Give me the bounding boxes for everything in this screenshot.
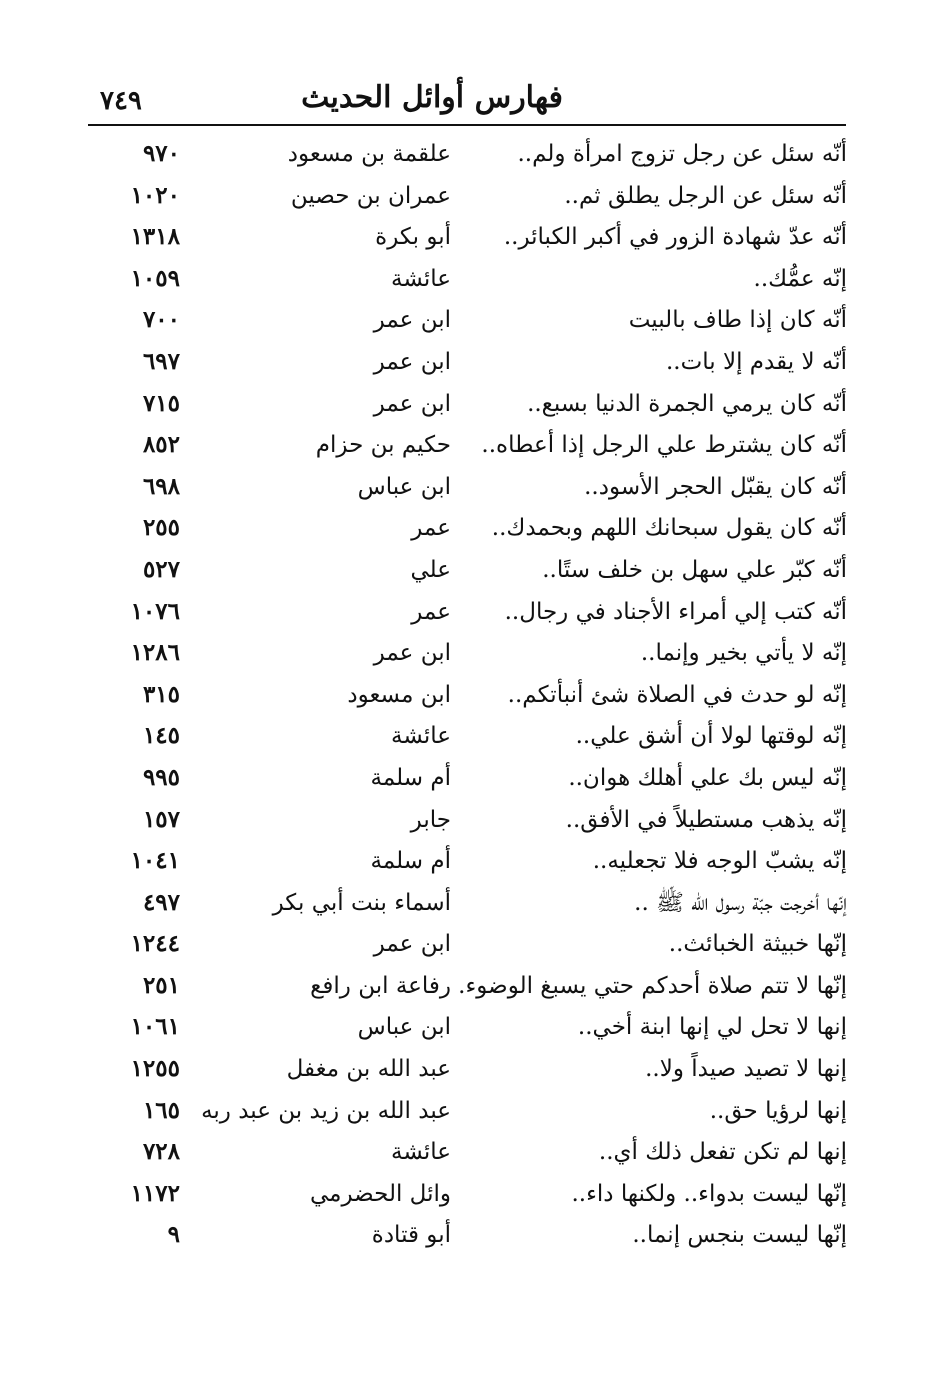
hadith-opening-text: إنّه يذهب مستطيلاً في الأفق.. — [565, 806, 847, 833]
index-row — [0, 346, 935, 388]
index-row — [0, 304, 935, 346]
narrator-name: أسماء بنت أبي بكر — [272, 889, 451, 916]
index-row — [0, 970, 935, 1012]
index-row — [0, 1219, 935, 1261]
hadith-number: ٨٥٢ — [142, 431, 180, 459]
narrator-name: جابر — [410, 806, 451, 833]
hadith-index-list — [0, 138, 935, 1261]
hadith-opening-text: إنّها ليست بنجس إنما.. — [632, 1222, 847, 1249]
narrator-name: عائشة — [391, 723, 451, 750]
hadith-number: ٩٧٠ — [142, 140, 180, 167]
index-row — [0, 637, 935, 679]
hadith-opening-text: إنّه ليس بك علي أهلك هوان.. — [568, 764, 847, 791]
hadith-number: ٤٩٧ — [142, 888, 180, 916]
index-row — [0, 388, 935, 430]
hadith-opening-text: إنها لا تحل لي إنها ابنة أخي.. — [577, 1014, 847, 1041]
hadith-opening-text: إنّها لا تتم صلاة أحدكم حتي يسبغ الوضوء. — [458, 972, 847, 999]
hadith-number: ١٥٧ — [142, 805, 180, 833]
hadith-opening-text: أنّه كتب إلي أمراء الأجناد في رجال.. — [504, 598, 847, 625]
narrator-name: رفاعة ابن رافع — [310, 972, 451, 999]
header-rule — [88, 124, 846, 126]
hadith-number: ٦٩٨ — [142, 472, 180, 500]
hadith-number: ١٠٧٦ — [130, 597, 180, 625]
narrator-name: وائل الحضرمي — [310, 1180, 451, 1207]
hadith-opening-text: إنّها ليست بدواء.. ولكنها داء.. — [571, 1180, 847, 1207]
hadith-number: ٢٥١ — [142, 971, 180, 999]
index-row — [0, 512, 935, 554]
hadith-number: ٩٩٥ — [142, 763, 180, 791]
index-row — [0, 471, 935, 513]
index-row — [0, 554, 935, 596]
index-row — [0, 429, 935, 471]
index-row — [0, 263, 935, 305]
index-row — [0, 928, 935, 970]
index-row — [0, 1095, 935, 1137]
narrator-name: عمر — [411, 515, 451, 542]
index-row — [0, 887, 935, 929]
hadith-number: ١٤٥ — [142, 722, 180, 750]
narrator-name: عمر — [411, 598, 451, 625]
narrator-name: عائشة — [391, 1139, 451, 1166]
hadith-number: ١٠٤١ — [130, 847, 180, 875]
index-row — [0, 720, 935, 762]
narrator-name: علقمة بن مسعود — [287, 141, 451, 167]
page-number: ٧٤٩ — [100, 86, 142, 116]
hadith-opening-text: أنّه كان يقبّل الحجر الأسود.. — [584, 473, 847, 500]
narrator-name: ابن مسعود — [347, 681, 451, 708]
hadith-number: ١٠٢٠ — [130, 181, 180, 209]
hadith-number: ١٣١٨ — [130, 223, 180, 251]
narrator-name: أم سلمة — [370, 764, 451, 791]
narrator-name: أبو قتادة — [371, 1222, 451, 1249]
hadith-opening-text: إنّه لو حدث في الصلاة شئ أنبأتكم.. — [507, 681, 847, 708]
hadith-opening-text: إنها لرؤيا حق.. — [709, 1097, 847, 1124]
index-row — [0, 1053, 935, 1095]
hadith-opening-text: إنّه عمُّك.. — [753, 265, 847, 292]
hadith-opening-text: أنّه كان يشترط علي الرجل إذا أعطاه.. — [481, 432, 847, 459]
narrator-name: عبد الله بن مغفل — [286, 1056, 451, 1083]
index-row — [0, 221, 935, 263]
hadith-opening-text: إنّها أخرجت جبّة رسول الله ﷺ .. — [634, 889, 847, 916]
hadith-opening-text: إنها لم تكن تفعل ذلك أي.. — [598, 1139, 847, 1166]
hadith-opening-text: إنّه لوقتها لولا أن أشق علي.. — [575, 723, 847, 750]
hadith-opening-text: أنّه كان يرمي الجمرة الدنيا بسبع.. — [527, 390, 847, 417]
narrator-name: أبو بكرة — [375, 224, 451, 251]
narrator-name: عائشة — [391, 265, 451, 292]
hadith-number: ١١٧٢ — [130, 1179, 180, 1207]
narrator-name: حكيم بن حزام — [315, 432, 451, 459]
hadith-number: ٣١٥ — [142, 680, 180, 708]
hadith-number: ١٢٨٦ — [130, 639, 180, 667]
narrator-name: ابن عمر — [373, 390, 451, 417]
hadith-opening-text: أنّه كان يقول سبحانك اللهم وبحمدك.. — [491, 515, 847, 542]
narrator-name: ابن عباس — [357, 473, 451, 500]
hadith-opening-text: إنّه لا يأتي بخير وإنما.. — [640, 640, 847, 667]
hadith-opening-text: أنّه سئل عن رجل تزوج امرأة ولم.. — [517, 141, 847, 167]
hadith-opening-text: أنّه كان إذا طاف بالبيت — [628, 307, 847, 334]
hadith-opening-text: إنّها خبيثة الخبائث.. — [668, 931, 847, 958]
hadith-number: ١٦٥ — [142, 1096, 180, 1124]
hadith-number: ١٢٤٤ — [130, 930, 180, 958]
hadith-number: ٧٢٨ — [142, 1138, 180, 1166]
hadith-number: ١٢٥٥ — [130, 1055, 180, 1083]
index-row — [0, 679, 935, 721]
index-row — [0, 138, 935, 180]
narrator-name: عمران بن حصين — [290, 182, 451, 209]
hadith-number: ٧٠٠ — [142, 306, 180, 334]
index-row — [0, 596, 935, 638]
hadith-opening-text: أنّه سئل عن الرجل يطلق ثم.. — [564, 182, 847, 209]
hadith-opening-text: أنّه كبّر علي سهل بن خلف ستًا.. — [542, 556, 847, 583]
index-row — [0, 1178, 935, 1220]
index-row — [0, 845, 935, 887]
hadith-number: ٥٢٧ — [142, 555, 180, 583]
index-row — [0, 1136, 935, 1178]
narrator-name: ابن عمر — [373, 307, 451, 334]
hadith-number: ١٠٦١ — [130, 1013, 180, 1041]
index-row — [0, 180, 935, 222]
narrator-name: عبد الله بن زيد بن عبد ربه — [201, 1097, 451, 1124]
hadith-number: ٦٩٧ — [142, 347, 180, 375]
hadith-opening-text: أنّه عدّ شهادة الزور في أكبر الكبائر.. — [503, 224, 847, 251]
hadith-opening-text: أنّه لا يقدم إلا بات.. — [665, 348, 847, 375]
index-row — [0, 1011, 935, 1053]
narrator-name: ابن عباس — [357, 1014, 451, 1041]
index-row — [0, 804, 935, 846]
narrator-name: ابن عمر — [373, 931, 451, 958]
narrator-name: أم سلمة — [370, 848, 451, 875]
narrator-name: ابن عمر — [373, 348, 451, 375]
page-title: فهارس أوائل الحديث — [301, 80, 563, 115]
hadith-number: ٧١٥ — [142, 389, 180, 417]
hadith-opening-text: إنها لا تصيد صيداً ولا.. — [645, 1056, 847, 1083]
hadith-opening-text: إنّه يشبّ الوجه فلا تجعليه.. — [592, 848, 847, 875]
hadith-number: ٢٥٥ — [142, 514, 180, 542]
narrator-name: ابن عمر — [373, 640, 451, 667]
hadith-number: ٩ — [167, 1221, 180, 1249]
narrator-name: علي — [410, 556, 451, 583]
hadith-number: ١٠٥٩ — [130, 264, 180, 292]
index-row — [0, 762, 935, 804]
